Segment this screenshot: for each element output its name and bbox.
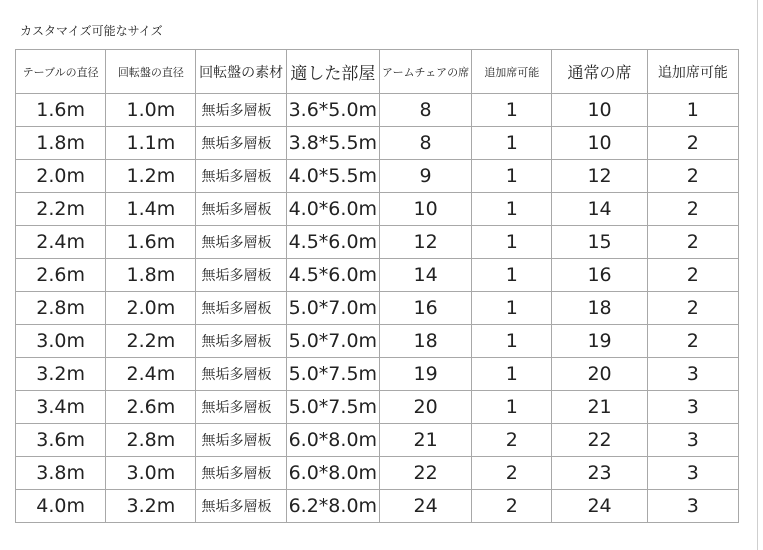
cell-suitable-room: 5.0*7.0m [286, 292, 379, 325]
cell-suitable-room: 4.5*6.0m [286, 226, 379, 259]
cell-turntable-diameter: 2.4m [106, 358, 196, 391]
cell-armchair-seats: 18 [379, 325, 471, 358]
table-body [16, 94, 739, 523]
cell-suitable-room: 5.0*7.5m [286, 358, 379, 391]
table-row [16, 358, 739, 391]
header-turntable-diameter: 回転盤の直径 [106, 50, 196, 94]
table-caption: カスタマイズ可能なサイズ [20, 24, 163, 38]
table-row [16, 160, 739, 193]
cell-table-diameter: 2.6m [16, 259, 106, 292]
cell-armchair-seats: 24 [379, 490, 471, 523]
table-row [16, 193, 739, 226]
table-row [16, 424, 739, 457]
header-suitable-room: 適した部屋 [286, 50, 379, 94]
cell-table-diameter: 3.6m [16, 424, 106, 457]
cell-turntable-diameter: 2.0m [106, 292, 196, 325]
cell-turntable-material: 無垢多層板 [196, 94, 286, 127]
cell-extra-seats-armchair: 1 [472, 160, 552, 193]
cell-table-diameter: 2.0m [16, 160, 106, 193]
cell-turntable-material: 無垢多層板 [196, 160, 286, 193]
cell-table-diameter: 2.8m [16, 292, 106, 325]
cell-extra-seats-armchair: 2 [472, 490, 552, 523]
header-armchair-seats: アームチェアの席 [379, 50, 471, 94]
cell-turntable-material: 無垢多層板 [196, 358, 286, 391]
cell-extra-seats-regular: 2 [647, 325, 738, 358]
cell-armchair-seats: 19 [379, 358, 471, 391]
cell-turntable-material: 無垢多層板 [196, 457, 286, 490]
cell-extra-seats-armchair: 2 [472, 457, 552, 490]
cell-extra-seats-armchair: 2 [472, 424, 552, 457]
cell-extra-seats-armchair: 1 [472, 193, 552, 226]
header-extra-seats-armchair: 追加席可能 [472, 50, 552, 94]
cell-regular-seats: 15 [552, 226, 647, 259]
cell-armchair-seats: 21 [379, 424, 471, 457]
header-extra-seats-regular: 追加席可能 [647, 50, 738, 94]
table-row [16, 292, 739, 325]
cell-extra-seats-regular: 2 [647, 292, 738, 325]
cell-suitable-room: 5.0*7.0m [286, 325, 379, 358]
cell-extra-seats-regular: 3 [647, 490, 738, 523]
cell-turntable-material: 無垢多層板 [196, 424, 286, 457]
table-row [16, 391, 739, 424]
table-row [16, 259, 739, 292]
cell-regular-seats: 14 [552, 193, 647, 226]
cell-turntable-material: 無垢多層板 [196, 193, 286, 226]
cell-armchair-seats: 9 [379, 160, 471, 193]
cell-turntable-diameter: 2.2m [106, 325, 196, 358]
cell-extra-seats-armchair: 1 [472, 127, 552, 160]
table-row [16, 226, 739, 259]
size-spec-table [15, 49, 739, 523]
cell-armchair-seats: 8 [379, 127, 471, 160]
cell-armchair-seats: 8 [379, 94, 471, 127]
cell-suitable-room: 3.8*5.5m [286, 127, 379, 160]
table-row [16, 457, 739, 490]
table-row [16, 325, 739, 358]
cell-extra-seats-regular: 3 [647, 424, 738, 457]
cell-table-diameter: 3.4m [16, 391, 106, 424]
cell-extra-seats-armchair: 1 [472, 226, 552, 259]
header-turntable-material: 回転盤の素材 [196, 50, 286, 94]
cell-table-diameter: 1.6m [16, 94, 106, 127]
cell-extra-seats-regular: 2 [647, 226, 738, 259]
cell-turntable-diameter: 1.0m [106, 94, 196, 127]
cell-extra-seats-regular: 2 [647, 259, 738, 292]
cell-suitable-room: 4.5*6.0m [286, 259, 379, 292]
cell-armchair-seats: 10 [379, 193, 471, 226]
cell-turntable-diameter: 3.2m [106, 490, 196, 523]
cell-suitable-room: 5.0*7.5m [286, 391, 379, 424]
cell-turntable-material: 無垢多層板 [196, 325, 286, 358]
cell-turntable-diameter: 2.8m [106, 424, 196, 457]
cell-suitable-room: 6.0*8.0m [286, 457, 379, 490]
cell-regular-seats: 22 [552, 424, 647, 457]
cell-extra-seats-regular: 3 [647, 457, 738, 490]
header-table-diameter: テーブルの直径 [16, 50, 106, 94]
cell-turntable-diameter: 1.8m [106, 259, 196, 292]
cell-suitable-room: 3.6*5.0m [286, 94, 379, 127]
cell-extra-seats-regular: 3 [647, 391, 738, 424]
cell-extra-seats-regular: 2 [647, 127, 738, 160]
cell-suitable-room: 4.0*5.5m [286, 160, 379, 193]
cell-table-diameter: 3.0m [16, 325, 106, 358]
cell-turntable-material: 無垢多層板 [196, 226, 286, 259]
cell-armchair-seats: 20 [379, 391, 471, 424]
header-row [16, 50, 739, 94]
cell-extra-seats-armchair: 1 [472, 325, 552, 358]
cell-regular-seats: 23 [552, 457, 647, 490]
cell-extra-seats-regular: 2 [647, 160, 738, 193]
page-edge-line [757, 0, 758, 550]
table-row [16, 127, 739, 160]
cell-extra-seats-regular: 3 [647, 358, 738, 391]
cell-turntable-diameter: 3.0m [106, 457, 196, 490]
cell-table-diameter: 3.8m [16, 457, 106, 490]
cell-turntable-material: 無垢多層板 [196, 127, 286, 160]
cell-turntable-material: 無垢多層板 [196, 490, 286, 523]
cell-suitable-room: 4.0*6.0m [286, 193, 379, 226]
cell-suitable-room: 6.2*8.0m [286, 490, 379, 523]
cell-turntable-diameter: 1.2m [106, 160, 196, 193]
cell-extra-seats-armchair: 1 [472, 358, 552, 391]
cell-turntable-material: 無垢多層板 [196, 391, 286, 424]
cell-armchair-seats: 12 [379, 226, 471, 259]
cell-table-diameter: 3.2m [16, 358, 106, 391]
cell-regular-seats: 21 [552, 391, 647, 424]
cell-extra-seats-armchair: 1 [472, 391, 552, 424]
table-row [16, 94, 739, 127]
cell-regular-seats: 19 [552, 325, 647, 358]
cell-extra-seats-armchair: 1 [472, 292, 552, 325]
cell-turntable-diameter: 1.4m [106, 193, 196, 226]
cell-regular-seats: 12 [552, 160, 647, 193]
cell-table-diameter: 2.2m [16, 193, 106, 226]
cell-turntable-material: 無垢多層板 [196, 292, 286, 325]
cell-turntable-material: 無垢多層板 [196, 259, 286, 292]
cell-extra-seats-armchair: 1 [472, 259, 552, 292]
cell-regular-seats: 10 [552, 94, 647, 127]
cell-armchair-seats: 22 [379, 457, 471, 490]
table-row [16, 490, 739, 523]
cell-armchair-seats: 16 [379, 292, 471, 325]
cell-armchair-seats: 14 [379, 259, 471, 292]
cell-regular-seats: 10 [552, 127, 647, 160]
cell-regular-seats: 20 [552, 358, 647, 391]
cell-regular-seats: 24 [552, 490, 647, 523]
cell-extra-seats-regular: 2 [647, 193, 738, 226]
header-regular-seats: 通常の席 [552, 50, 647, 94]
cell-table-diameter: 1.8m [16, 127, 106, 160]
cell-regular-seats: 18 [552, 292, 647, 325]
cell-extra-seats-regular: 1 [647, 94, 738, 127]
cell-table-diameter: 4.0m [16, 490, 106, 523]
cell-extra-seats-armchair: 1 [472, 94, 552, 127]
cell-turntable-diameter: 1.6m [106, 226, 196, 259]
cell-suitable-room: 6.0*8.0m [286, 424, 379, 457]
cell-regular-seats: 16 [552, 259, 647, 292]
cell-table-diameter: 2.4m [16, 226, 106, 259]
cell-turntable-diameter: 2.6m [106, 391, 196, 424]
cell-turntable-diameter: 1.1m [106, 127, 196, 160]
